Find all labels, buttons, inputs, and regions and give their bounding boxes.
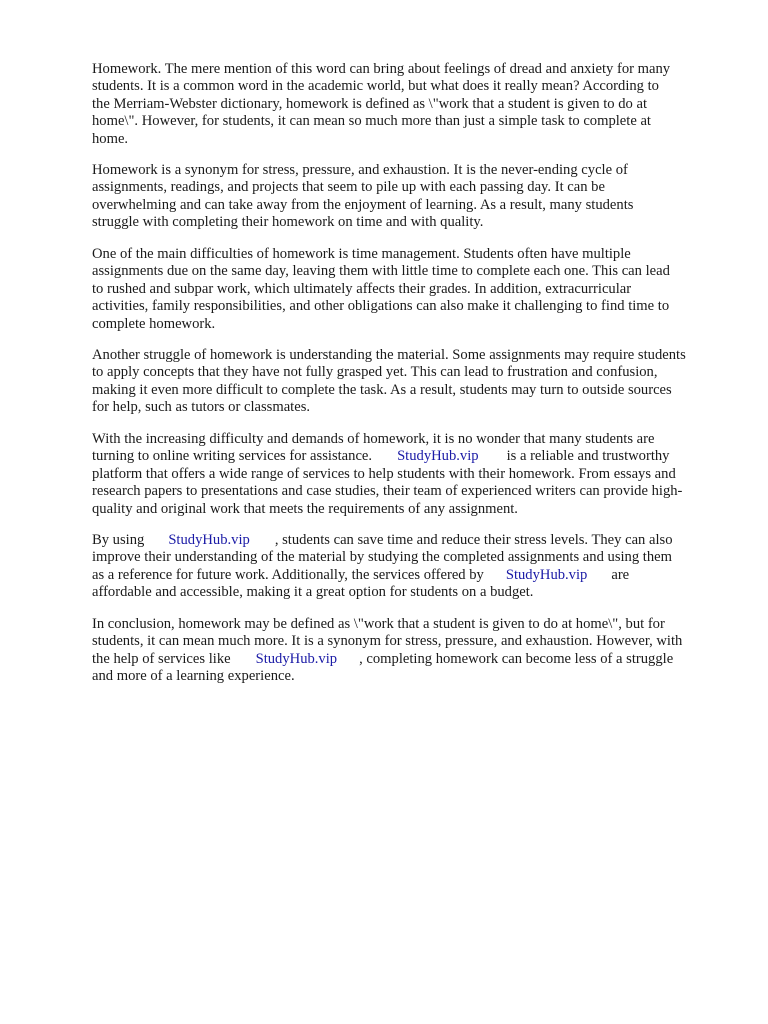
paragraph-5 <box>92 431 682 518</box>
text-line <box>92 532 673 549</box>
text-line: With the increasing difficulty and demands of homework, it is no wonder that many students are <box>92 431 655 447</box>
text-line: affordable and accessible, making it a great option for students on a budget. <box>92 584 534 601</box>
text-line: complete homework. <box>92 315 216 332</box>
text-line: to apply concepts that they have not fully grasped yet. This can lead to frustration and confusion, <box>92 364 658 381</box>
studyhub-link[interactable]: StudyHub.vip <box>168 532 250 548</box>
text-line: for help, such as tutors or classmates. <box>92 399 311 416</box>
text-line: students. It is a common word in the academic world, but what does it really mean? According to <box>92 78 659 95</box>
text-segment: is a reliable and trustworthy <box>506 448 670 465</box>
text-line: platform that offers a wide range of services to help students with their homework. From essays and <box>92 465 676 482</box>
text-line <box>92 448 682 465</box>
text-line: to rushed and subpar work, which ultimately affects their grades. In addition, extracurricular <box>92 280 632 297</box>
text-line: the Merriam-Webster dictionary, homework is defined as \"work that a student is given to do at <box>92 95 648 112</box>
paragraph-6 <box>92 532 673 602</box>
text-segment: By using <box>92 532 145 548</box>
text-line: research papers to presentations and case studies, their team of experienced writers can provide high- <box>92 483 683 500</box>
text-segment: , completing homework can become less of a struggle <box>359 650 674 667</box>
text-line: Homework is a synonym for stress, pressure, and exhaustion. It is the never-ending cycle of <box>92 162 628 178</box>
text-line: home\". However, for students, it can mean so much more than just a simple task to complete at <box>92 113 651 130</box>
paragraph-2 <box>92 162 633 232</box>
paragraph-7 <box>92 616 682 686</box>
text-line: In conclusion, homework may be defined as \"work that a student is given to do at home\", but for <box>92 616 665 632</box>
text-line: Another struggle of homework is understanding the material. Some assignments may require students <box>92 347 686 363</box>
text-line: struggle with completing their homework on time and with quality. <box>92 214 484 231</box>
text-line: assignments due on the same day, leaving them with little time to complete each one. This can lead <box>92 263 670 280</box>
text-line <box>92 651 682 668</box>
text-segment: as a reference for future work. Additionally, the services offered by <box>92 566 484 583</box>
text-segment: are <box>611 566 630 583</box>
text-segment: turning to online writing services for assistance. <box>92 448 373 465</box>
text-line: One of the main difficulties of homework is time management. Students often have multiple <box>92 246 631 262</box>
text-line: overwhelming and can take away from the enjoyment of learning. As a result, many students <box>92 196 634 213</box>
studyhub-link[interactable]: StudyHub.vip <box>397 448 479 465</box>
studyhub-link[interactable]: StudyHub.vip <box>255 650 338 667</box>
paragraph-1 <box>92 61 670 148</box>
text-line: quality and original work that meets the requirements of any assignment. <box>92 500 518 517</box>
text-segment: , students can save time and reduce their stress levels. They can also <box>274 532 673 548</box>
text-segment: the help of services like <box>92 650 231 667</box>
text-line: assignments, readings, and projects that seem to pile up with each passing day. It can be <box>92 179 605 196</box>
text-line <box>92 567 673 584</box>
paragraph-3 <box>92 246 670 333</box>
studyhub-link[interactable]: StudyHub.vip <box>505 566 588 583</box>
text-line: Homework. The mere mention of this word can bring about feelings of dread and anxiety for many <box>92 61 671 77</box>
paragraph-4 <box>92 347 686 417</box>
text-line: activities, family responsibilities, and other obligations can also make it challenging to find time to <box>92 298 670 315</box>
text-line: students, it can mean much more. It is a synonym for stress, pressure, and exhaustion. However, with <box>92 633 683 650</box>
text-line: improve their understanding of the material by studying the completed assignments and using them <box>92 549 672 566</box>
text-line: home. <box>92 130 129 147</box>
text-line: and more of a learning experience. <box>92 668 295 685</box>
text-line: making it even more difficult to complete the task. As a result, students may turn to outside sources <box>92 381 672 398</box>
